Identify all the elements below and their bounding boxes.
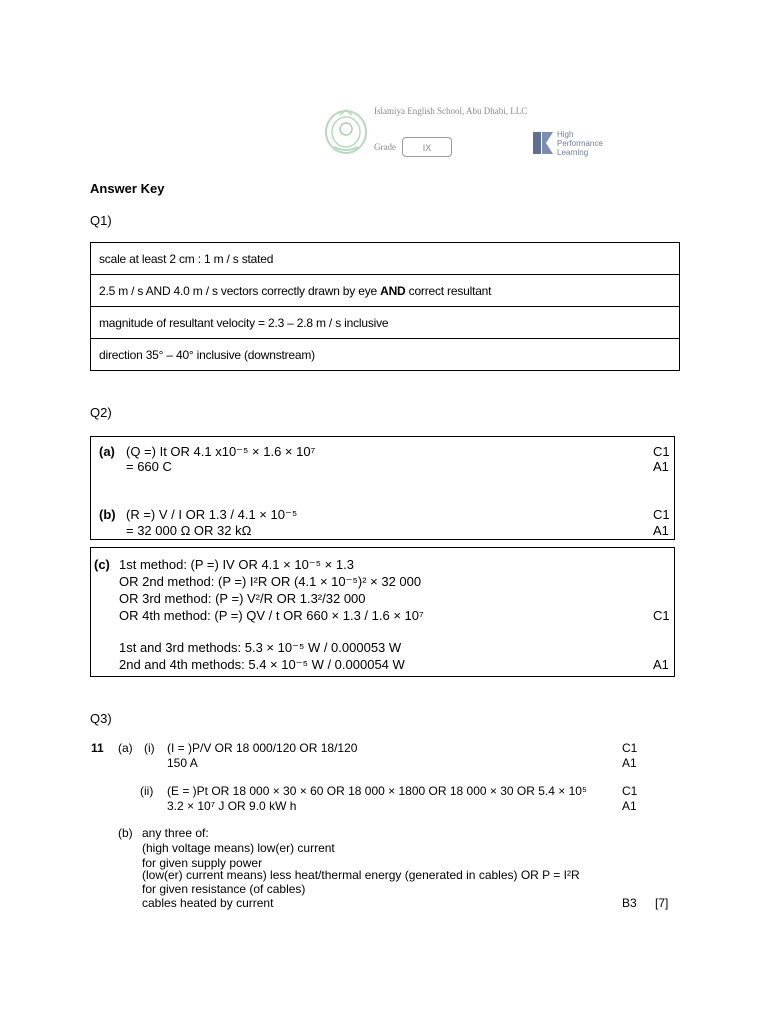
q2-b-mark1: C1: [653, 507, 670, 522]
grade-value-box: IX: [402, 137, 452, 157]
q2-b-mark2: A1: [653, 523, 669, 538]
q2-c-line6: 2nd and 4th methods: 5.4 × 10⁻⁵ W / 0.000054 W: [119, 657, 405, 672]
q2-b-tag: (b): [99, 507, 116, 522]
q3-ii-mark2: A1: [622, 799, 637, 813]
table-row: [91, 307, 680, 339]
q3-i-mark1: C1: [622, 741, 638, 755]
hpl-logo-text: High Performance Learning: [557, 130, 603, 157]
q3-b-line: (low(er) current means) less heat/thermal energy (generated in cables) OR P = I²R: [142, 868, 580, 882]
table-row: [91, 339, 680, 371]
q3-i-line1: (I = )P/V OR 18 000/120 OR 18/120: [167, 741, 358, 755]
q2-c-line2: OR 2nd method: (P =) I²R OR (4.1 × 10⁻⁵)² × 32 000: [119, 574, 422, 589]
q2-a-line1: (Q =) It OR 4.1 x10⁻⁵ × 1.6 × 10⁷: [126, 444, 316, 459]
q3-ii-tag: (ii): [140, 784, 154, 798]
q2-c-line4: OR 4th method: (P =) QV / t OR 660 × 1.3 / 1.6 × 10⁷: [119, 608, 424, 623]
q3-ii-line1: (E = )Pt OR 18 000 × 30 × 60 OR 18 000 × 1800 OR 18 000 × 30 OR 5.4 × 10⁵: [167, 784, 587, 798]
q2-a-tag: (a): [99, 444, 115, 459]
school-crest-logo: [322, 107, 370, 155]
q2-a-mark2: A1: [653, 459, 669, 474]
q3-b-tag: (b): [118, 826, 133, 840]
q2-a-line2: = 660 C: [126, 459, 172, 474]
q3-label: Q3): [90, 711, 112, 726]
q1-label: Q1): [90, 213, 112, 228]
table-cell: direction 35° – 40° inclusive (downstream): [91, 339, 680, 371]
q3-b-mark: B3: [622, 896, 637, 910]
q2-b-line1: (R =) V / I OR 1.3 / 4.1 × 10⁻⁵: [126, 507, 298, 522]
table-row: [91, 243, 680, 275]
q2-c-line3: OR 3rd method: (P =) V²/R OR 1.3²/32 000: [119, 591, 366, 606]
page-title: Answer Key: [90, 181, 165, 196]
q3-question-number: 11: [91, 741, 104, 755]
grade-label: Grade: [374, 142, 396, 152]
q2-c-mark2: A1: [653, 657, 669, 672]
q2-label: Q2): [90, 405, 112, 420]
q3-b-line: for given supply power: [142, 856, 263, 870]
table-cell: scale at least 2 cm : 1 m / s stated: [91, 243, 680, 275]
q2-a-mark1: C1: [653, 444, 670, 459]
hpl-logo-icon: [532, 129, 554, 157]
q2-c-mark1: C1: [653, 608, 670, 623]
q2-ab-box: [90, 436, 675, 540]
q3-a-tag: (a): [118, 741, 133, 755]
q1-table: [90, 242, 680, 371]
q3-total-mark: [7]: [655, 896, 669, 910]
q2-c-tag: (c): [94, 557, 110, 572]
q2-c-line1: 1st method: (P =) IV OR 4.1 × 10⁻⁵ × 1.3: [119, 557, 354, 572]
q3-b-line: for given resistance (of cables): [142, 882, 306, 896]
q3-b-line: (high voltage means) low(er) current: [142, 841, 335, 855]
table-row: [91, 275, 680, 307]
q2-c-line5: 1st and 3rd methods: 5.3 × 10⁻⁵ W / 0.000053 W: [119, 640, 402, 655]
q3-b-line: cables heated by current: [142, 896, 274, 910]
table-cell: 2.5 m / s AND 4.0 m / s vectors correctly drawn by eye AND correct resultant: [91, 275, 680, 307]
table-cell: magnitude of resultant velocity = 2.3 – 2.8 m / s inclusive: [91, 307, 680, 339]
q3-i-mark2: A1: [622, 756, 637, 770]
q3-i-line2: 150 A: [167, 756, 198, 770]
q2-b-line2: = 32 000 Ω OR 32 kΩ: [126, 523, 252, 538]
school-name: Islamiya English School, Abu Dhabi, LLC: [374, 106, 528, 116]
q2-c-box: [90, 547, 675, 677]
q3-ii-mark1: C1: [622, 784, 638, 798]
q3-b-line: any three of:: [142, 826, 209, 840]
q3-i-tag: (i): [144, 741, 155, 755]
q3-ii-line2: 3.2 × 10⁷ J OR 9.0 kW h: [167, 799, 297, 813]
